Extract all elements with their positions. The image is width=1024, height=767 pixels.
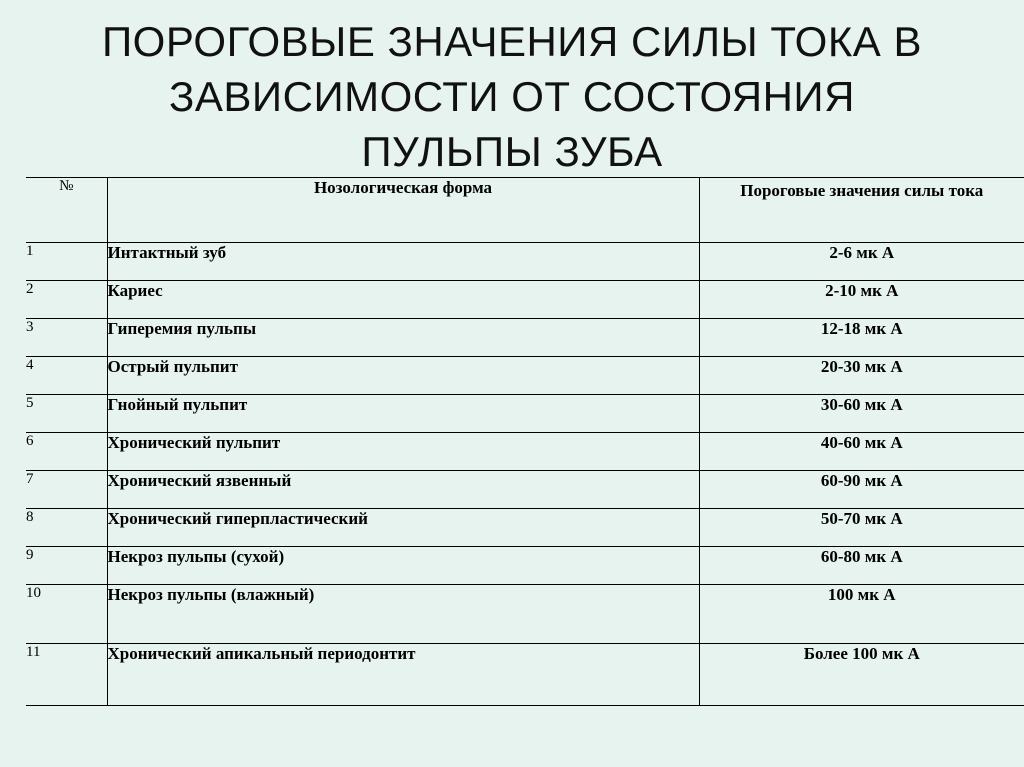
row-value: 2-6 мк А: [699, 243, 1024, 281]
threshold-table: [26, 177, 1024, 706]
header-value: Пороговые значения силы тока: [699, 178, 1024, 243]
table-row: [26, 509, 1024, 547]
row-number: 8: [26, 509, 107, 547]
row-value: 60-80 мк А: [699, 547, 1024, 585]
row-number: 3: [26, 319, 107, 357]
table-header-row: [26, 178, 1024, 243]
table-row: [26, 433, 1024, 471]
table-row: [26, 357, 1024, 395]
row-form: Гнойный пульпит: [107, 395, 699, 433]
row-value: 100 мк А: [699, 585, 1024, 644]
row-value: 20-30 мк А: [699, 357, 1024, 395]
header-form: Нозологическая форма: [107, 178, 699, 243]
row-number: 10: [26, 585, 107, 644]
row-value: 2-10 мк А: [699, 281, 1024, 319]
row-value: 12-18 мк А: [699, 319, 1024, 357]
header-number: №: [26, 178, 107, 243]
row-form: Хронический гиперпластический: [107, 509, 699, 547]
row-number: 6: [26, 433, 107, 471]
row-value: 60-90 мк А: [699, 471, 1024, 509]
row-form: Острый пульпит: [107, 357, 699, 395]
table-row: [26, 585, 1024, 644]
row-number: 5: [26, 395, 107, 433]
row-form: Хронический язвенный: [107, 471, 699, 509]
table-row: [26, 644, 1024, 706]
row-form: Кариес: [107, 281, 699, 319]
title-line-1: ПОРОГОВЫЕ ЗНАЧЕНИЯ СИЛЫ ТОКА В: [101, 18, 923, 65]
row-number: 4: [26, 357, 107, 395]
row-number: 9: [26, 547, 107, 585]
row-number: 2: [26, 281, 107, 319]
row-form: Гиперемия пульпы: [107, 319, 699, 357]
row-number: 11: [26, 644, 107, 706]
table-row: [26, 547, 1024, 585]
row-number: 7: [26, 471, 107, 509]
row-form: Хронический пульпит: [107, 433, 699, 471]
row-form: Интактный зуб: [107, 243, 699, 281]
table-row: [26, 281, 1024, 319]
title-line-3: ПУЛЬПЫ ЗУБА: [361, 128, 663, 175]
title-line-2: ЗАВИСИМОСТИ ОТ СОСТОЯНИЯ: [169, 73, 855, 120]
row-form: Хронический апикальный периодонтит: [107, 644, 699, 706]
table-row: [26, 395, 1024, 433]
table-row: [26, 319, 1024, 357]
table-row: [26, 243, 1024, 281]
row-value: 50-70 мк А: [699, 509, 1024, 547]
row-number: 1: [26, 243, 107, 281]
row-form: Некроз пульпы (сухой): [107, 547, 699, 585]
row-value: 30-60 мк А: [699, 395, 1024, 433]
row-value: Более 100 мк А: [699, 644, 1024, 706]
table-row: [26, 471, 1024, 509]
row-form: Некроз пульпы (влажный): [107, 585, 699, 644]
row-value: 40-60 мк А: [699, 433, 1024, 471]
page-title: [0, 14, 1024, 179]
